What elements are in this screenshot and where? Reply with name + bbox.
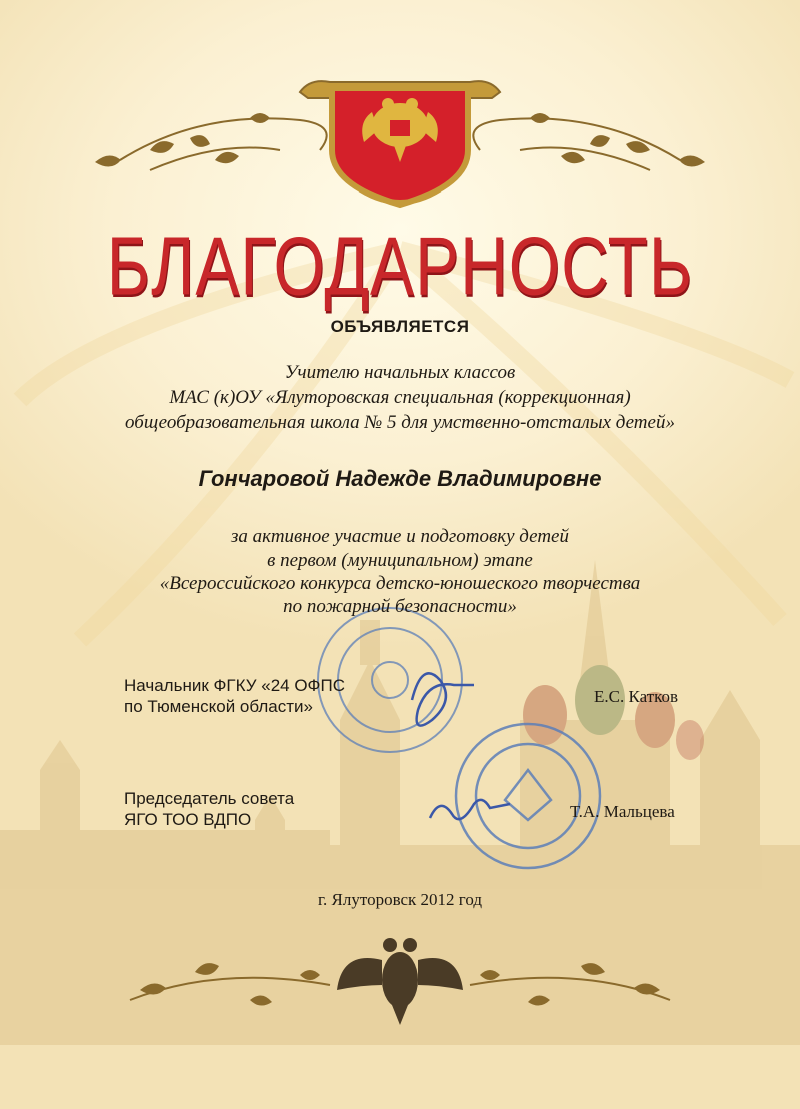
signatory-1-position: Начальник ФГКУ «24 ОФПС <box>124 676 345 695</box>
signatory-2-position: Председатель совета <box>124 789 295 808</box>
announce-heading: ОБЪЯВЛЯЕТСЯ <box>330 317 470 336</box>
signatory-1-name: Е.С. Катков <box>594 687 679 706</box>
recipient-name: Гончаровой Надежде Владимировне <box>198 466 602 491</box>
recipient-role-line: общеобразовательная школа № 5 для умственно-отсталых детей» <box>125 412 675 433</box>
place-and-date: г. Ялуторовск 2012 год <box>317 890 483 909</box>
signatory-2-name: Т.А. Мальцева <box>570 802 675 821</box>
recipient-role-line: Учителю начальных классов <box>284 362 516 383</box>
merit-line: «Всероссийского конкурса детско-юношеского творчества <box>159 573 641 594</box>
russian-coat-of-arms-icon <box>300 81 500 205</box>
signatory-2-position: ЯГО ТОО ВДПО <box>124 810 252 829</box>
signatory-1-position: по Тюменской области» <box>124 697 313 716</box>
recipient-role-line: МАС (к)ОУ «Ялуторовская специальная (коррекционная) <box>169 387 631 408</box>
certificate-title: БЛАГОДАРНОСТЬ <box>106 219 694 312</box>
merit-line: по пожарной безопасности» <box>283 596 517 617</box>
merit-line: за активное участие и подготовку детей <box>231 526 569 547</box>
signature-2-icon <box>430 800 510 819</box>
merit-line: в первом (муниципальном) этапе <box>267 550 533 571</box>
signature-1-icon <box>412 673 474 725</box>
